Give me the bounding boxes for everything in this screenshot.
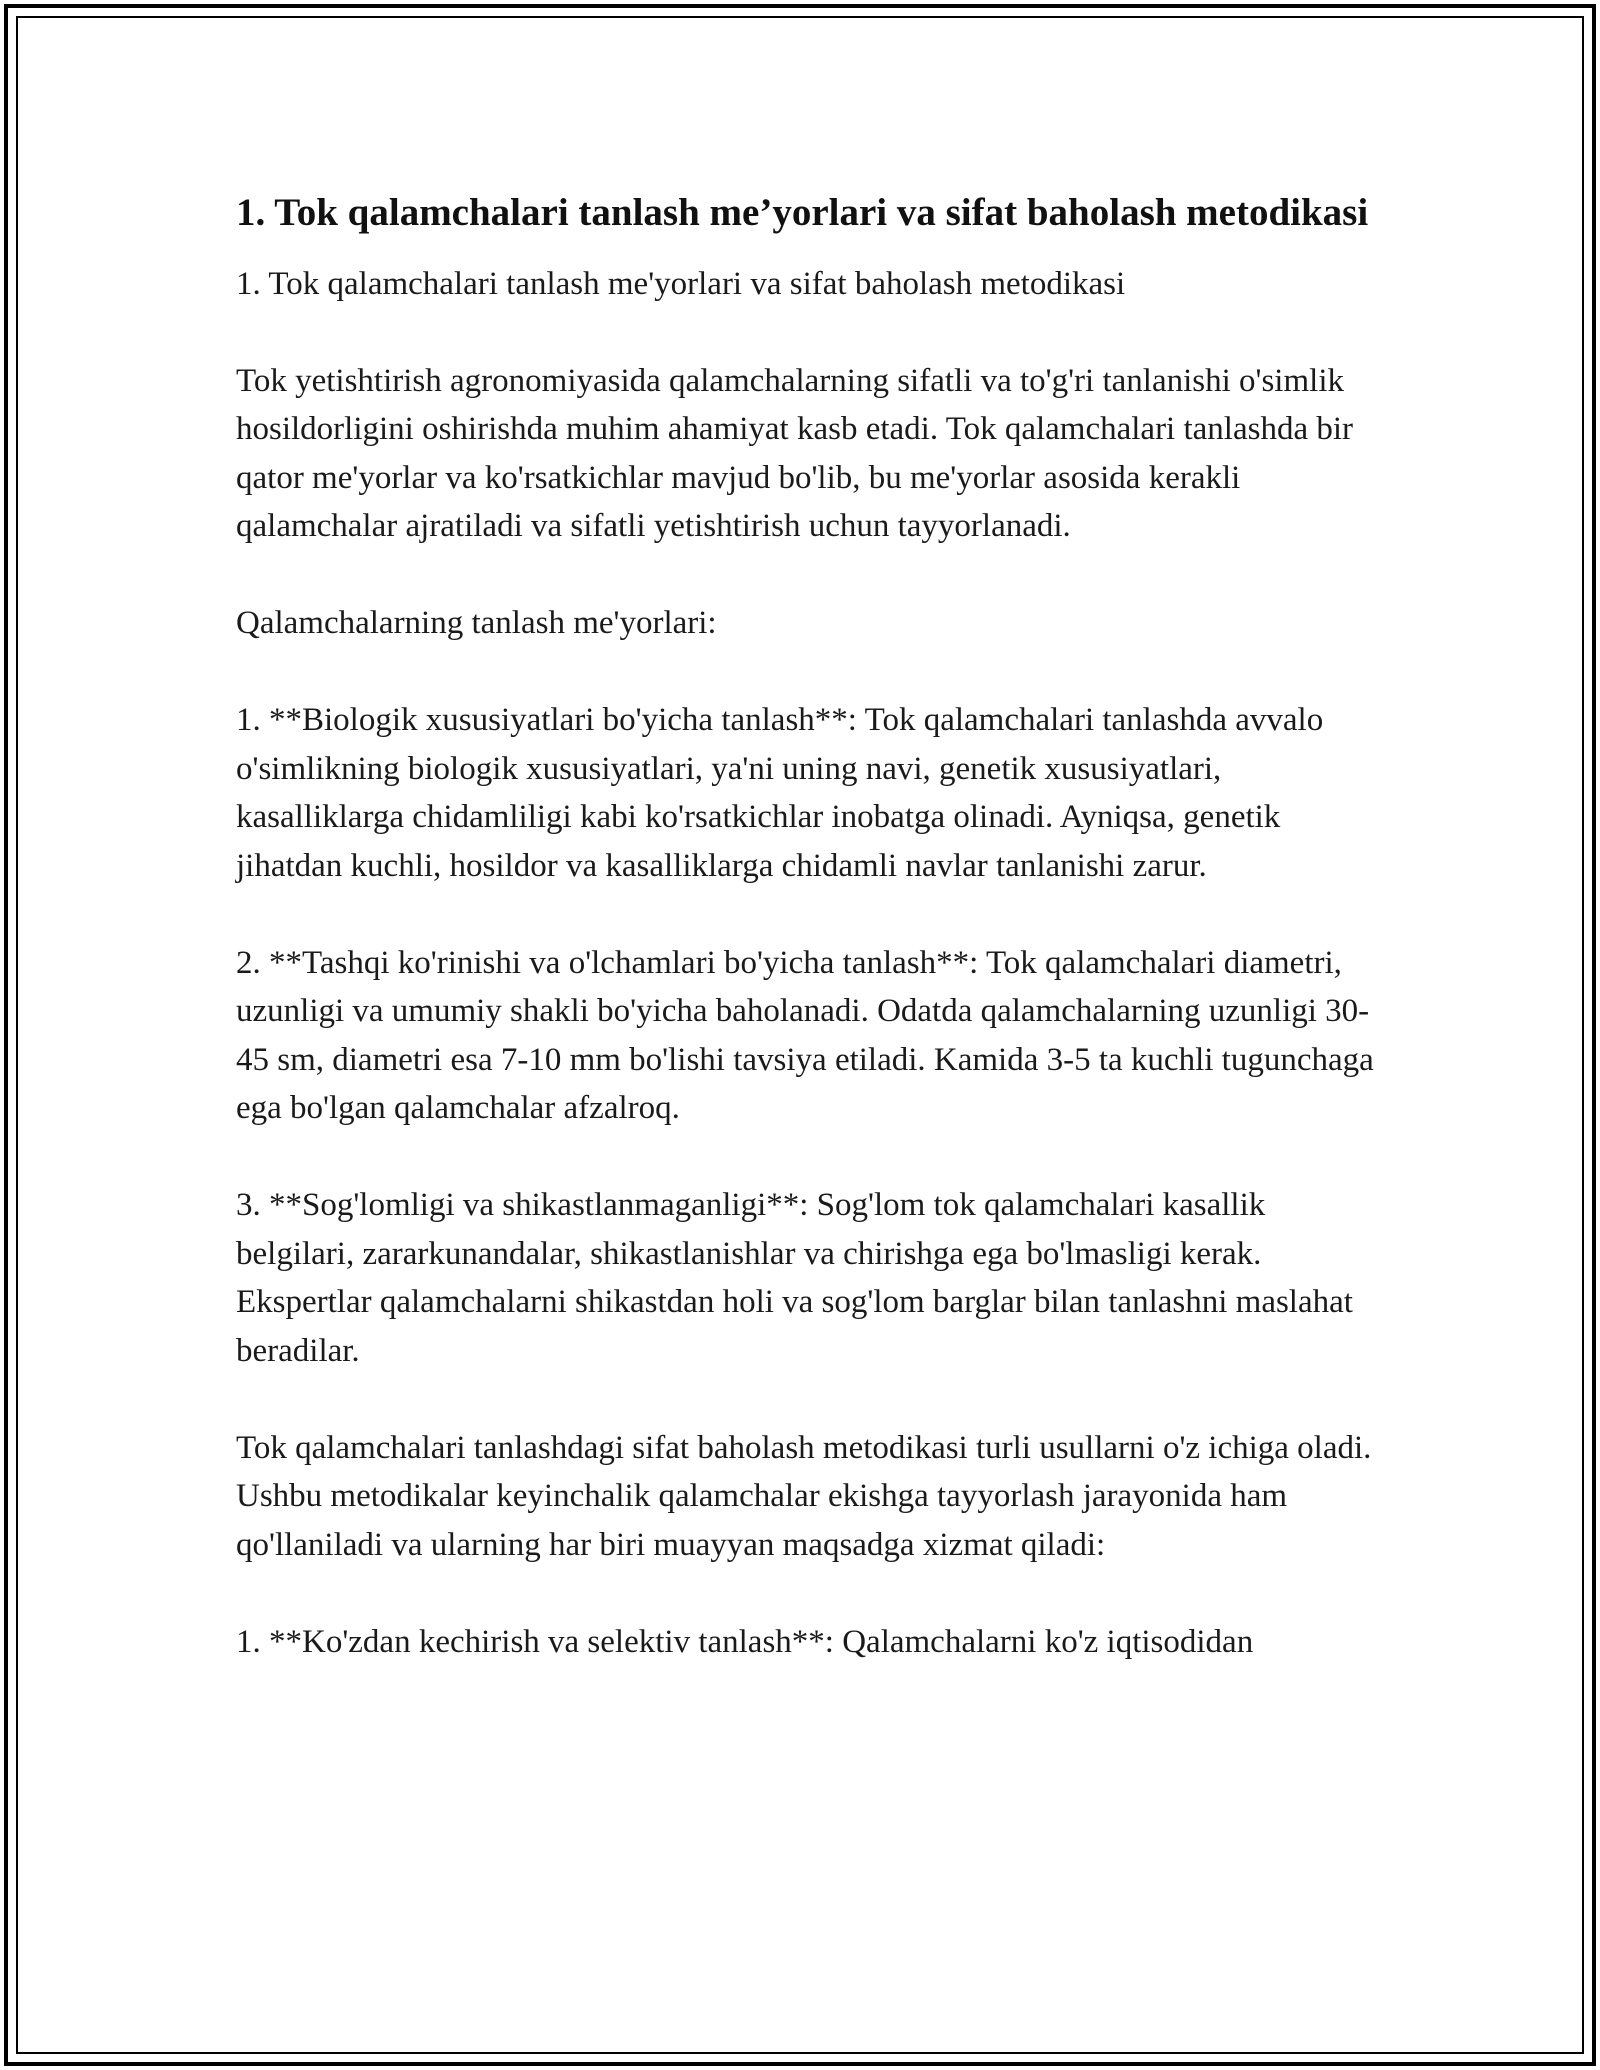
document-body — [236, 185, 1386, 1715]
paragraph-criterion-biological: 1. **Biologik xususiyatlari bo'yicha tanlash**: Tok qalamchalari tanlashda avvalo o'simlikning biologik xususiyatlari, ya'ni uning navi, genetik xususiyatlari, kasalliklarga chidamliligi kabi ko'rsatkichlar inobatga olinadi. Ayniqsa, genetik jihatdan kuchli, hosildor va kasalliklarga chidamli navlar tanlanishi zarur. — [236, 702, 1324, 884]
paragraph-intro: Tok yetishtirish agronomiyasida qalamchalarning sifatli va to'g'ri tanlanishi o'simlik hosildorligini oshirishda muhim ahamiyat kasb etadi. Tok qalamchalari tanlashda bir qator me'yorlar va ko'rsatkichlar mavjud bo'lib, bu me'yorlar asosida kerakli qalamchalar ajratiladi va sifatli yetishtirish uchun tayyorlanadi. — [236, 362, 1354, 544]
paragraph-criterion-health: 3. **Sog'lomligi va shikastlanmaganligi**: Sog'lom tok qalamchalari kasallik belgilari, zararkunandalar, shikastlanishlar va chirishga ega bo'lmasligi kerak. Ekspertlar qalamchalarni shikastdan holi va sog'lom barglar bilan tanlashni maslahat beradilar. — [236, 1187, 1353, 1369]
paragraph-criterion-appearance: 2. **Tashqi ko'rinishi va o'lchamlari bo'yicha tanlash**: Tok qalamchalari diametri, uzunligi va umumiy shakli bo'yicha baholanadi. Odatda qalamchalarning uzunligi 30-45 sm, diametri esa 7-10 mm bo'lishi tavsiya etiladi. Kamida 3-5 ta kuchli tugunchaga ega bo'lgan qalamchalar afzalroq. — [236, 944, 1374, 1126]
paragraph-criteria-heading: Qalamchalarning tanlash me'yorlari: — [236, 605, 717, 641]
document-title: 1. Tok qalamchalari tanlash me’yorlari va sifat baholash metodikasi — [236, 191, 1369, 234]
paragraph-subtitle: 1. Tok qalamchalari tanlash me'yorlari va sifat baholash metodikasi — [236, 266, 1126, 302]
paragraph-method-visual: 1. **Ko'zdan kechirish va selektiv tanlash**: Qalamchalarni ko'z iqtisodidan — [236, 1623, 1254, 1660]
paragraph-methodology: Tok qalamchalari tanlashdagi sifat baholash metodikasi turli usullarni o'z ichiga oladi. Ushbu metodikalar keyinchalik qalamchalar ekishga tayyorlash jarayonida ham qo'llaniladi va ularning har biri muayyan maqsadga xizmat qiladi: — [236, 1429, 1372, 1563]
